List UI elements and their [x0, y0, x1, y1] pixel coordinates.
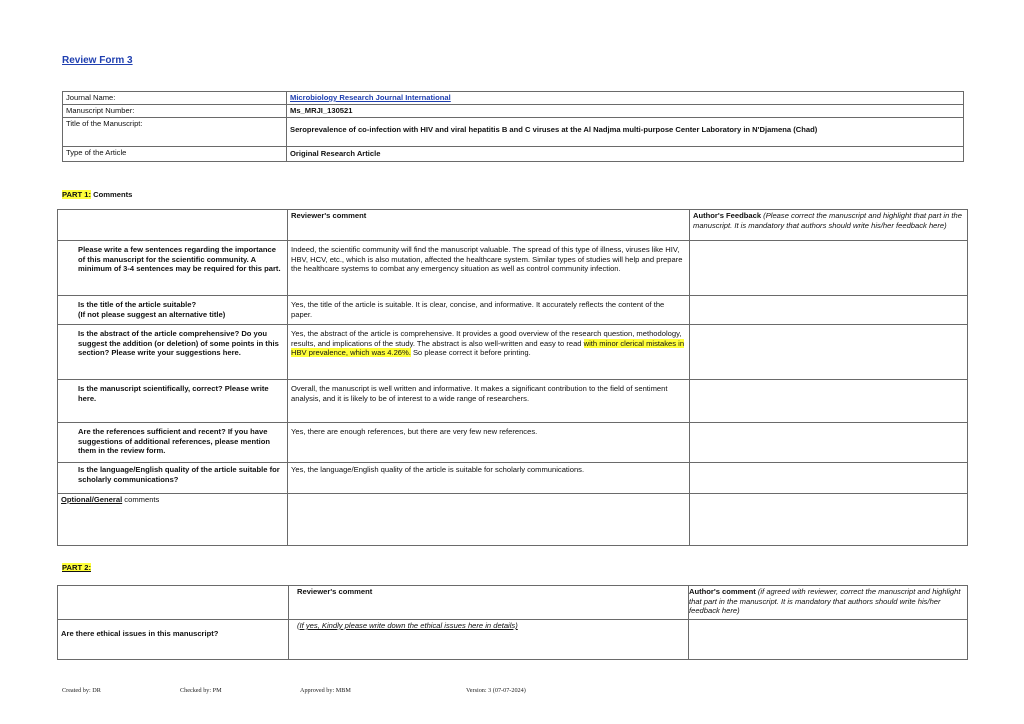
- footer-created: Created by: DR: [62, 687, 101, 694]
- author-feedback-cell[interactable]: [690, 296, 968, 325]
- author-feedback-cell[interactable]: [690, 380, 968, 423]
- question-scientific: Is the manuscript scientifically, correct? Please write here.: [58, 380, 288, 423]
- question-references: Are the references sufficient and recent? If you have suggestions of additional references, please mention them in the review form.: [58, 423, 288, 463]
- ethical-instruction[interactable]: (If yes, Kindly please write down the ethical issues here in details): [289, 620, 689, 660]
- table-row: [58, 241, 968, 296]
- type-row: [63, 146, 964, 161]
- part2-table: [57, 585, 968, 660]
- title-row: [63, 117, 964, 146]
- table-row: [58, 423, 968, 463]
- journal-link[interactable]: Microbiology Research Journal International: [290, 93, 451, 102]
- author-feedback-cell[interactable]: [690, 494, 968, 546]
- part1-comments-table: [57, 209, 968, 546]
- author-feedback-cell[interactable]: [689, 620, 968, 660]
- comment-language[interactable]: Yes, the language/English quality of the article is suitable for scholarly communications.: [288, 463, 690, 494]
- footer-version: Version: 3 (07-07-2024): [466, 687, 526, 694]
- comment-abstract[interactable]: Yes, the abstract of the article is comprehensive. It provides a good overview of the research question, methodology, results, and implications of the study. The abstract is also well-written and easy to read with minor clerical mistakes in HBV prevalence, which was 4.26%. So please correct it before printing.: [288, 325, 690, 380]
- type-value: Original Research Article: [287, 146, 964, 161]
- part1-heading: [62, 190, 132, 199]
- table-row: [58, 463, 968, 494]
- form-title: Review Form 3: [62, 55, 133, 66]
- part1-label: PART 1:: [62, 190, 91, 199]
- optional-comments-label: Optional/General comments: [58, 494, 288, 546]
- question-importance: Please write a few sentences regarding the importance of this manuscript for the scientific community. A minimum of 3-4 sentences may be required for this part.: [58, 241, 288, 296]
- question-title: Is the title of the article suitable? (If not please suggest an alternative title): [58, 296, 288, 325]
- title-label: Title of the Manuscript:: [63, 117, 287, 146]
- table-row: [58, 380, 968, 423]
- optional-comments-row: [58, 494, 968, 546]
- author-feedback-header: Author's Feedback (Please correct the manuscript and highlight that part in the manuscript. It is mandatory that authors should write his/her feedback here): [690, 210, 968, 241]
- question-abstract: Is the abstract of the article comprehensive? Do you suggest the addition (or deletion) of some points in this section? Please write your suggestions here.: [58, 325, 288, 380]
- author-feedback-cell[interactable]: [690, 241, 968, 296]
- journal-label: Journal Name:: [63, 92, 287, 105]
- author-feedback-cell[interactable]: [690, 325, 968, 380]
- footer-approved: Approved by: MBM: [300, 687, 351, 694]
- manuscript-number-value: Ms_MRJI_130521: [287, 105, 964, 118]
- manuscript-number-label: Manuscript Number:: [63, 105, 287, 118]
- highlighted-correction: with minor clerical mistakes in HBV prevalence, which was 4.26%.: [291, 338, 685, 358]
- comment-importance[interactable]: Indeed, the scientific community will find the manuscript valuable. The spread of this type of illness, viruses like HIV, HBV, HCV, etc., which is also mutation, affected the healthcare system. Similar types of studies will help and prepare the healthcare systems to combat any emergency situation as well as control community infection.: [288, 241, 690, 296]
- comment-title[interactable]: Yes, the title of the article is suitable. It is clear, concise, and informative. It accurately reflects the content of the paper.: [288, 296, 690, 325]
- table-row: [58, 296, 968, 325]
- type-label: Type of the Article: [63, 146, 287, 161]
- author-feedback-cell[interactable]: [690, 463, 968, 494]
- footer-checked: Checked by: PM: [180, 687, 222, 694]
- optional-comments-cell[interactable]: [288, 494, 690, 546]
- title-value: Seroprevalence of co-infection with HIV and viral hepatitis B and C viruses at the Al Nadjma multi-purpose Center Laboratory in N'Djamena (Chad): [287, 117, 964, 146]
- comment-references[interactable]: Yes, there are enough references, but there are very few new references.: [288, 423, 690, 463]
- ethical-question: Are there ethical issues in this manuscript?: [58, 620, 289, 660]
- manuscript-number-row: [63, 105, 964, 118]
- part1-label-suffix: Comments: [90, 190, 133, 199]
- ethical-row: [58, 620, 968, 660]
- manuscript-info-table: [62, 91, 964, 162]
- table-row: [58, 325, 968, 380]
- reviewer-comment-header: Reviewer's comment: [288, 210, 690, 241]
- part2-heading: PART 2:: [62, 563, 91, 572]
- question-language: Is the language/English quality of the article suitable for scholarly communications?: [58, 463, 288, 494]
- part1-header-row: [58, 210, 968, 241]
- journal-row: [63, 92, 964, 105]
- comment-scientific[interactable]: Overall, the manuscript is well written and informative. It makes a significant contribution to the field of sentiment analysis, and it is likely to be of interest to a wide range of researchers.: [288, 380, 690, 423]
- part2-header-row: [58, 586, 968, 620]
- author-feedback-cell[interactable]: [690, 423, 968, 463]
- part2-reviewer-header: Reviewer's comment: [289, 586, 689, 620]
- part2-author-header: Author's comment (if agreed with reviewer, correct the manuscript and highlight that part in the manuscript. It is mandatory that authors should write his/her feedback here): [689, 586, 968, 620]
